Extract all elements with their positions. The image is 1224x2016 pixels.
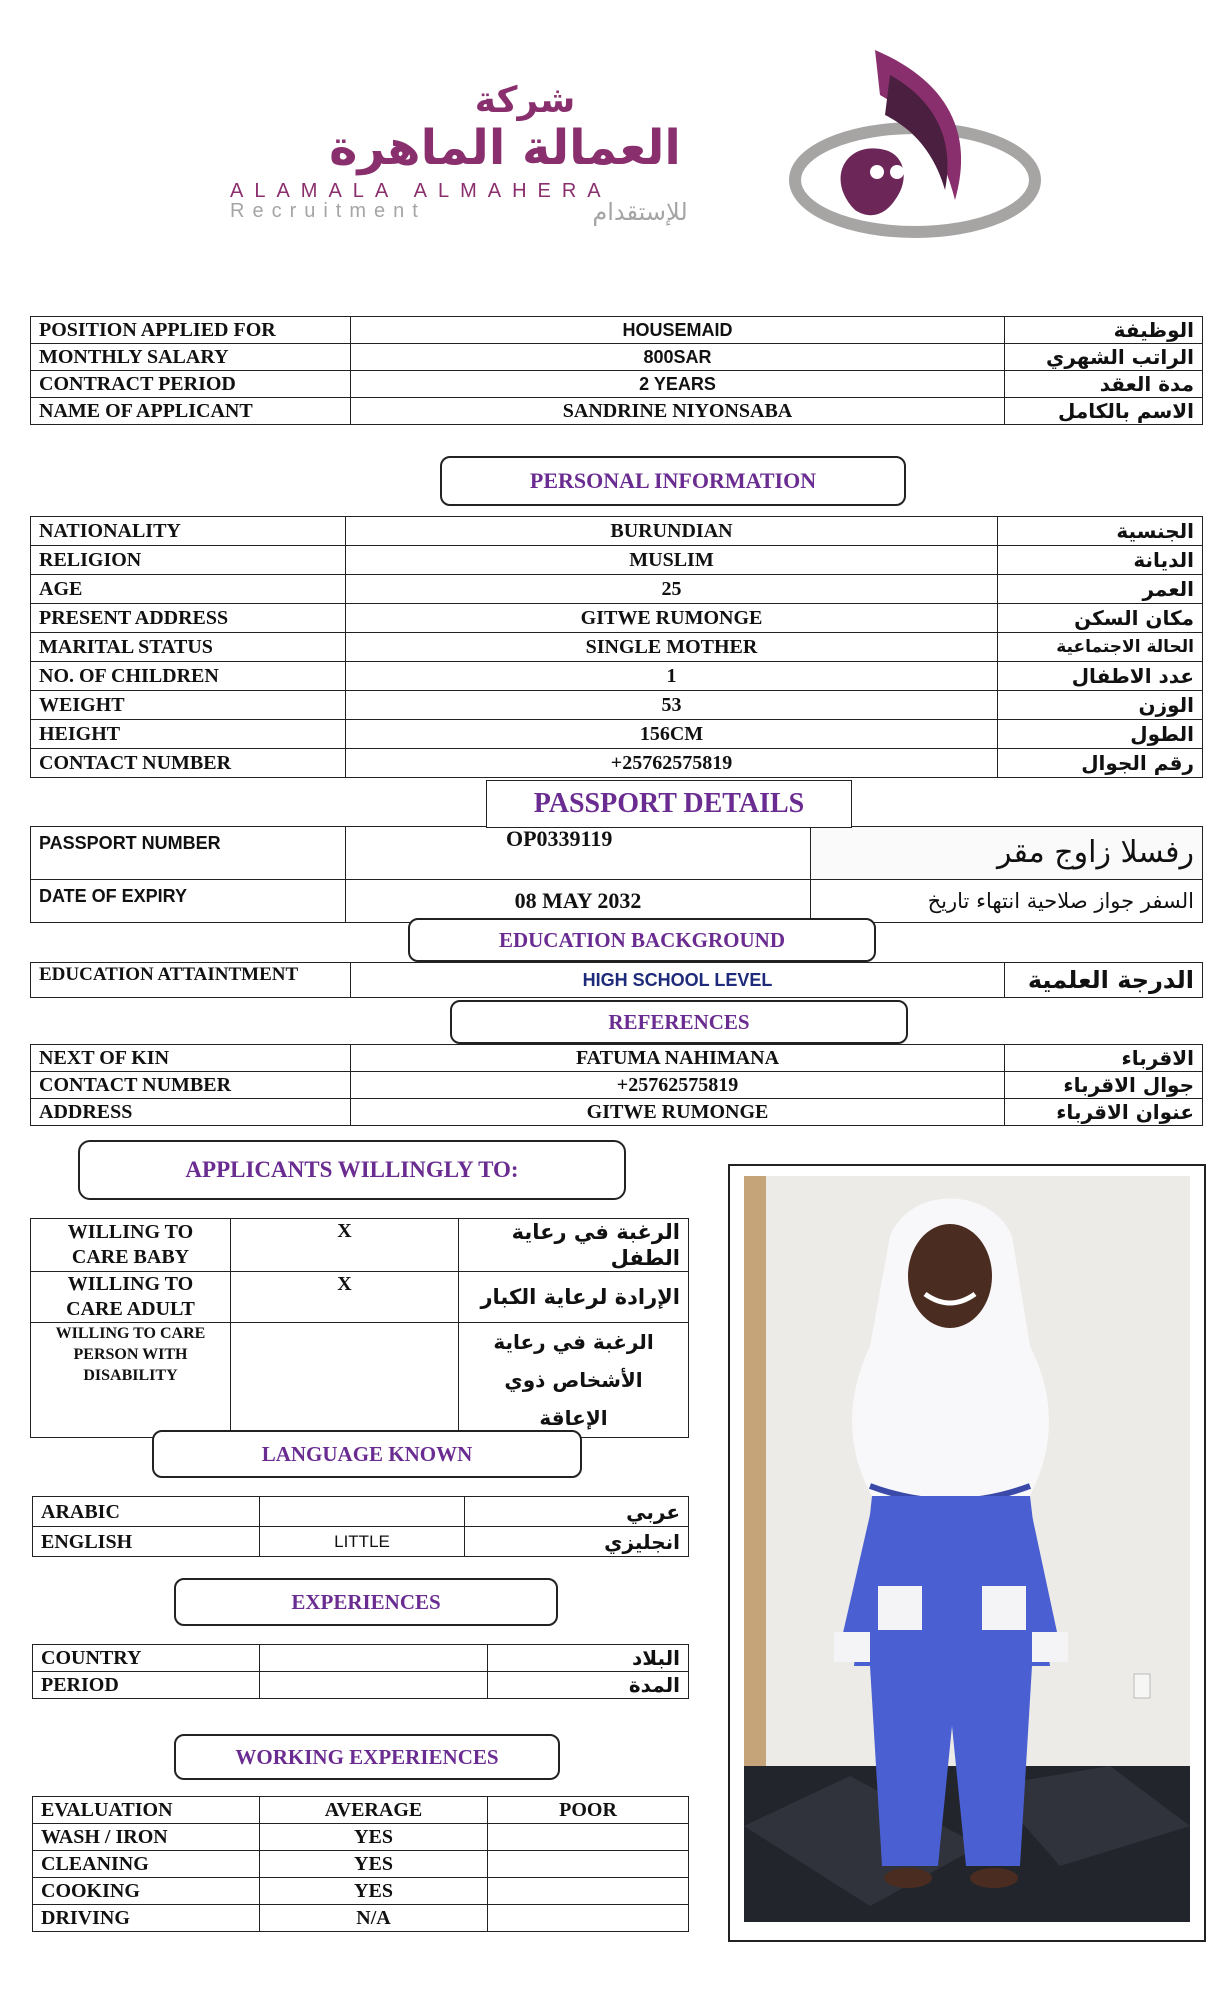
table-header-row	[33, 1797, 689, 1824]
personal-info-table	[30, 516, 1203, 778]
row-arabic: مكان السكن	[998, 604, 1203, 633]
logo-latin-name: ALAMALA ALMAHERA	[230, 180, 612, 202]
row-label: ARABIC	[33, 1497, 260, 1527]
logo-arabic-main: العمالة الماهرة	[329, 120, 681, 176]
row-arabic: المدة	[488, 1672, 689, 1699]
row-arabic: الرغبة في رعاية الأشخاص ذوي الإعاقة	[459, 1323, 689, 1438]
column-header: AVERAGE	[260, 1797, 488, 1824]
logo-arabic-top: شركة	[474, 80, 576, 121]
table-row	[31, 749, 1203, 778]
table-row	[31, 720, 1203, 749]
personal-info-header: PERSONAL INFORMATION	[440, 456, 906, 506]
table-row	[31, 633, 1203, 662]
row-label: AGE	[31, 575, 346, 604]
row-value	[260, 1672, 488, 1699]
row-average: YES	[260, 1824, 488, 1851]
row-label: NATIONALITY	[31, 517, 346, 546]
row-average: YES	[260, 1851, 488, 1878]
row-arabic: الرغبة في رعاية الطفل	[459, 1219, 689, 1272]
row-label: DATE OF EXPIRY	[31, 880, 346, 923]
education-header: EDUCATION BACKGROUND	[408, 918, 876, 962]
row-value	[260, 1497, 465, 1527]
row-arabic: رقم الجوال	[998, 749, 1203, 778]
table-row	[31, 1045, 1203, 1072]
row-value: HIGH SCHOOL LEVEL	[351, 963, 1005, 998]
table-row	[31, 880, 1203, 923]
row-value: +25762575819	[351, 1072, 1005, 1099]
row-label: CONTRACT PERIOD	[31, 371, 351, 398]
table-row	[33, 1905, 689, 1932]
language-header: LANGUAGE KNOWN	[152, 1430, 582, 1478]
table-row	[33, 1497, 689, 1527]
table-row	[33, 1527, 689, 1557]
working-experiences-header: WORKING EXPERIENCES	[174, 1734, 560, 1780]
table-row	[31, 546, 1203, 575]
row-value: GITWE RUMONGE	[346, 604, 998, 633]
row-arabic: الديانة	[998, 546, 1203, 575]
row-label: COUNTRY	[33, 1645, 260, 1672]
row-value: MUSLIM	[346, 546, 998, 575]
applicant-photo	[728, 1164, 1206, 1942]
row-label: DRIVING	[33, 1905, 260, 1932]
row-label: ADDRESS	[31, 1099, 351, 1126]
row-average: YES	[260, 1878, 488, 1905]
row-label: MONTHLY SALARY	[31, 344, 351, 371]
table-row	[31, 963, 1203, 998]
row-value: LITTLE	[260, 1527, 465, 1557]
position-table	[30, 316, 1203, 425]
table-row	[31, 517, 1203, 546]
table-row	[31, 1323, 689, 1438]
experiences-table	[32, 1644, 689, 1699]
row-label: NO. OF CHILDREN	[31, 662, 346, 691]
table-row	[31, 1072, 1203, 1099]
row-label: PRESENT ADDRESS	[31, 604, 346, 633]
references-header: REFERENCES	[450, 1000, 908, 1044]
table-row	[33, 1645, 689, 1672]
row-label: PASSPORT NUMBER	[31, 827, 346, 880]
applicant-photo-image	[730, 1166, 1204, 1940]
row-value: FATUMA NAHIMANA	[351, 1045, 1005, 1072]
row-value	[260, 1645, 488, 1672]
row-label: WASH / IRON	[33, 1824, 260, 1851]
table-row	[33, 1878, 689, 1905]
row-arabic: الطول	[998, 720, 1203, 749]
willing-header: APPLICANTS WILLINGLY TO:	[78, 1140, 626, 1200]
row-label: WILLING TO CARE ADULT	[31, 1272, 231, 1323]
table-row	[31, 662, 1203, 691]
row-value: GITWE RUMONGE	[351, 1099, 1005, 1126]
row-value: 2 YEARS	[351, 371, 1005, 398]
row-label: WILLING TO CARE PERSON WITH DISABILITY	[31, 1323, 231, 1438]
row-arabic: العمر	[998, 575, 1203, 604]
table-row	[31, 344, 1203, 371]
row-value: SINGLE MOTHER	[346, 633, 998, 662]
table-row	[31, 1099, 1203, 1126]
row-arabic: الجنسية	[998, 517, 1203, 546]
row-arabic: عربي	[465, 1497, 689, 1527]
table-row	[31, 371, 1203, 398]
table-row	[31, 691, 1203, 720]
company-logo	[225, 40, 1045, 250]
row-label: RELIGION	[31, 546, 346, 575]
row-arabic: الاقرباء	[1005, 1045, 1203, 1072]
experiences-header: EXPERIENCES	[174, 1578, 558, 1626]
education-table	[30, 962, 1203, 998]
row-arabic: الدرجة العلمية	[1005, 963, 1203, 998]
row-value: HOUSEMAID	[351, 317, 1005, 344]
row-poor	[488, 1824, 689, 1851]
passport-header: PASSPORT DETAILS	[486, 780, 852, 828]
row-value: 08 MAY 2032	[346, 880, 811, 923]
row-arabic: الراتب الشهري	[1005, 344, 1203, 371]
table-row	[33, 1851, 689, 1878]
row-label: CLEANING	[33, 1851, 260, 1878]
table-row	[31, 1272, 689, 1323]
row-value: BURUNDIAN	[346, 517, 998, 546]
row-label: ENGLISH	[33, 1527, 260, 1557]
logo-arabic-recruitment: للإستقدام	[592, 198, 688, 226]
row-value: 156CM	[346, 720, 998, 749]
row-value: 800SAR	[351, 344, 1005, 371]
column-header: EVALUATION	[33, 1797, 260, 1824]
row-arabic: الإرادة لرعاية الكبار	[459, 1272, 689, 1323]
row-arabic: عنوان الاقرباء	[1005, 1099, 1203, 1126]
row-label: WEIGHT	[31, 691, 346, 720]
row-label: POSITION APPLIED FOR	[31, 317, 351, 344]
row-poor	[488, 1878, 689, 1905]
references-table	[30, 1044, 1203, 1126]
table-row	[31, 575, 1203, 604]
table-row	[31, 827, 1203, 880]
row-poor	[488, 1851, 689, 1878]
row-arabic: انجليزي	[465, 1527, 689, 1557]
row-value: SANDRINE NIYONSABA	[351, 398, 1005, 425]
row-average: N/A	[260, 1905, 488, 1932]
language-table	[32, 1496, 689, 1557]
row-value: OP0339119	[346, 827, 811, 880]
table-row	[31, 604, 1203, 633]
table-row	[31, 1219, 689, 1272]
row-arabic: الوظيفة	[1005, 317, 1203, 344]
row-value: 1	[346, 662, 998, 691]
row-value: X	[231, 1272, 459, 1323]
table-row	[33, 1672, 689, 1699]
row-label: MARITAL STATUS	[31, 633, 346, 662]
row-arabic: الاسم بالكامل	[1005, 398, 1203, 425]
row-value: 53	[346, 691, 998, 720]
row-value: X	[231, 1219, 459, 1272]
column-header: POOR	[488, 1797, 689, 1824]
row-poor	[488, 1905, 689, 1932]
table-row	[31, 398, 1203, 425]
row-label: COOKING	[33, 1878, 260, 1905]
row-value	[231, 1323, 459, 1438]
row-label: NAME OF APPLICANT	[31, 398, 351, 425]
table-row	[33, 1824, 689, 1851]
table-row	[31, 317, 1203, 344]
working-experiences-table	[32, 1796, 689, 1932]
willing-table	[30, 1218, 689, 1438]
row-label: CONTACT NUMBER	[31, 1072, 351, 1099]
row-label: EDUCATION ATTAINTMENT	[31, 963, 351, 998]
row-value: +25762575819	[346, 749, 998, 778]
row-arabic: رفسلا زاوج مقر	[811, 827, 1203, 880]
row-label: CONTACT NUMBER	[31, 749, 346, 778]
row-arabic: عدد الاطفال	[998, 662, 1203, 691]
passport-table	[30, 826, 1203, 923]
logo-recruitment: Recruitment	[230, 200, 426, 222]
row-arabic: جوال الاقرباء	[1005, 1072, 1203, 1099]
logo-emblem-icon	[785, 40, 1045, 250]
row-arabic: الوزن	[998, 691, 1203, 720]
row-label: PERIOD	[33, 1672, 260, 1699]
row-arabic: السفر جواز صلاحية انتهاء تاريخ	[811, 880, 1203, 923]
row-arabic: مدة العقد	[1005, 371, 1203, 398]
row-arabic: الحالة الاجتماعية	[998, 633, 1203, 662]
row-value: 25	[346, 575, 998, 604]
row-label: WILLING TO CARE BABY	[31, 1219, 231, 1272]
row-label: NEXT OF KIN	[31, 1045, 351, 1072]
row-label: HEIGHT	[31, 720, 346, 749]
row-arabic: البلاد	[488, 1645, 689, 1672]
